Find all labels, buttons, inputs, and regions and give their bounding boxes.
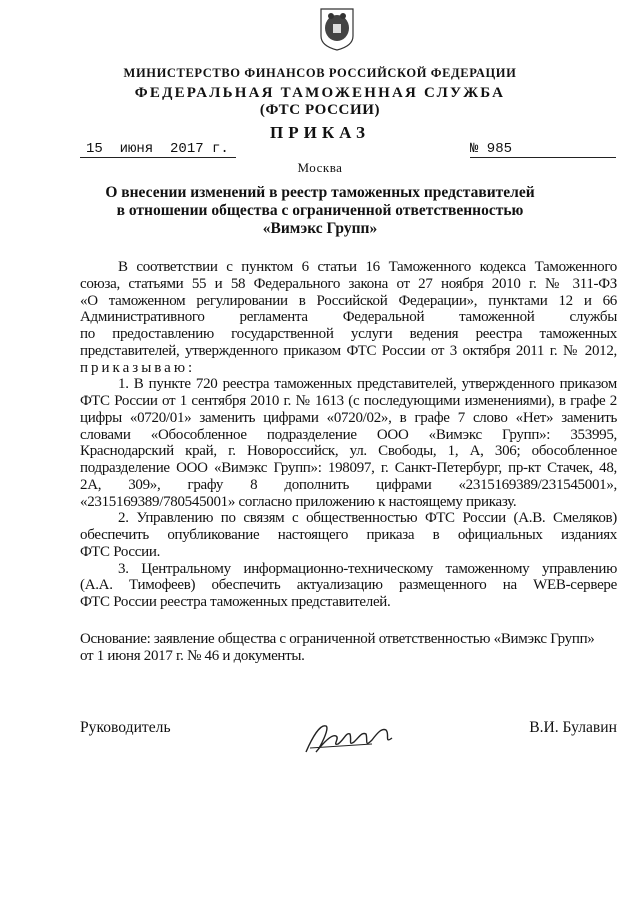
body-line: «О таможенном регулировании в Российской Федерации», пунктами 12 и 66 xyxy=(80,292,617,309)
body-line: цифры «0720/01» заменить цифрами «0720/02», в графе 7 слово «Нет» заменить xyxy=(80,409,617,426)
body-line: «2315169389/780545001» согласно приложению к настоящему приказу. xyxy=(80,493,517,510)
body-line: Административного регламента Федеральной таможенной службы xyxy=(80,309,617,326)
document-title xyxy=(0,184,640,238)
body-line: ФТС России реестра таможенных представителей. xyxy=(80,594,391,610)
service-short-name: (ФТС РОССИИ) xyxy=(259,102,381,118)
body-line: В соответствии с пунктом 6 статьи 16 Таможенного кодекса Таможенного xyxy=(118,259,617,275)
document-content xyxy=(80,259,617,758)
body-line: словами «Обособленное подразделение ООО «Вимэкс Групп»: 353995, xyxy=(80,426,617,443)
body-line: подразделение ООО «Вимэкс Групп»: 198097, г. Санкт-Петербург, пр-кт Стачек, 48, xyxy=(80,460,617,476)
basis-paragraph xyxy=(80,631,617,665)
service-name: ФЕДЕРАЛЬНАЯ ТАМОЖЕННАЯ СЛУЖБА xyxy=(134,85,506,101)
ministry-name: МИНИСТЕРСТВО ФИНАНСОВ РОССИЙСКОЙ ФЕДЕРАЦИИ xyxy=(123,66,517,80)
body-line: ФТС России. xyxy=(80,543,161,560)
body-line: 3. Центральному информационно-техническому таможенному управлению xyxy=(118,560,617,577)
body-line: по предоставлению государственной услуги ведения реестра таможенных xyxy=(80,326,617,342)
signature-block xyxy=(80,720,617,758)
coat-of-arms-emblem xyxy=(318,6,356,52)
order-date: 15 июня 2017 г. xyxy=(80,141,236,158)
body-line: обеспечить опубликование настоящего приказа в официальных изданиях xyxy=(80,527,617,543)
basis-line: Основание: заявление общества с ограниченной ответственностью «Вимэкс Групп» xyxy=(80,630,595,647)
document-type: ПРИКАЗ xyxy=(270,123,370,142)
body-line: союза, статьями 55 и 58 Федерального закона от 27 ноября 2010 г. № 311-ФЗ xyxy=(80,275,617,292)
basis-line: от 1 июня 2017 г. № 46 и документы. xyxy=(80,647,305,664)
signatory-role: Руководитель xyxy=(80,719,171,737)
body-line: 2А, 309», графу 8 дополнить цифрами «2315169389/231545001», xyxy=(80,476,617,493)
body-line-order: приказываю: xyxy=(80,359,196,376)
signatory-name: В.И. Булавин xyxy=(529,719,617,737)
body-line: представителей, утвержденного приказом ФТС России от 3 октября 2011 г. № 2012, xyxy=(80,342,617,359)
body-line: ФТС России от 1 сентября 2010 г. № 1613 (с последующими изменениями), в графе 2 xyxy=(80,393,617,409)
title-line: «Вимэкс Групп» xyxy=(262,220,378,237)
handwritten-signature xyxy=(302,718,398,758)
document-body xyxy=(80,259,617,611)
body-line: (А.А. Тимофеев) обеспечить актуализацию размещенного на WEB-сервере xyxy=(80,577,617,594)
body-line: 2. Управлению по связям с общественностью ФТС России (А.В. Смеляков) xyxy=(118,510,617,527)
order-number: № 985 xyxy=(470,141,616,158)
body-line: Краснодарский край, г. Новороссийск, ул. Свободы, 1, А, 306; обособленное xyxy=(80,443,617,460)
body-line: 1. В пункте 720 реестра таможенных представителей, утвержденного приказом xyxy=(118,376,617,393)
title-line: О внесении изменений в реестр таможенных представителей xyxy=(105,184,535,201)
title-line: в отношении общества с ограниченной ответственностью xyxy=(116,202,524,219)
city: Москва xyxy=(297,160,343,175)
